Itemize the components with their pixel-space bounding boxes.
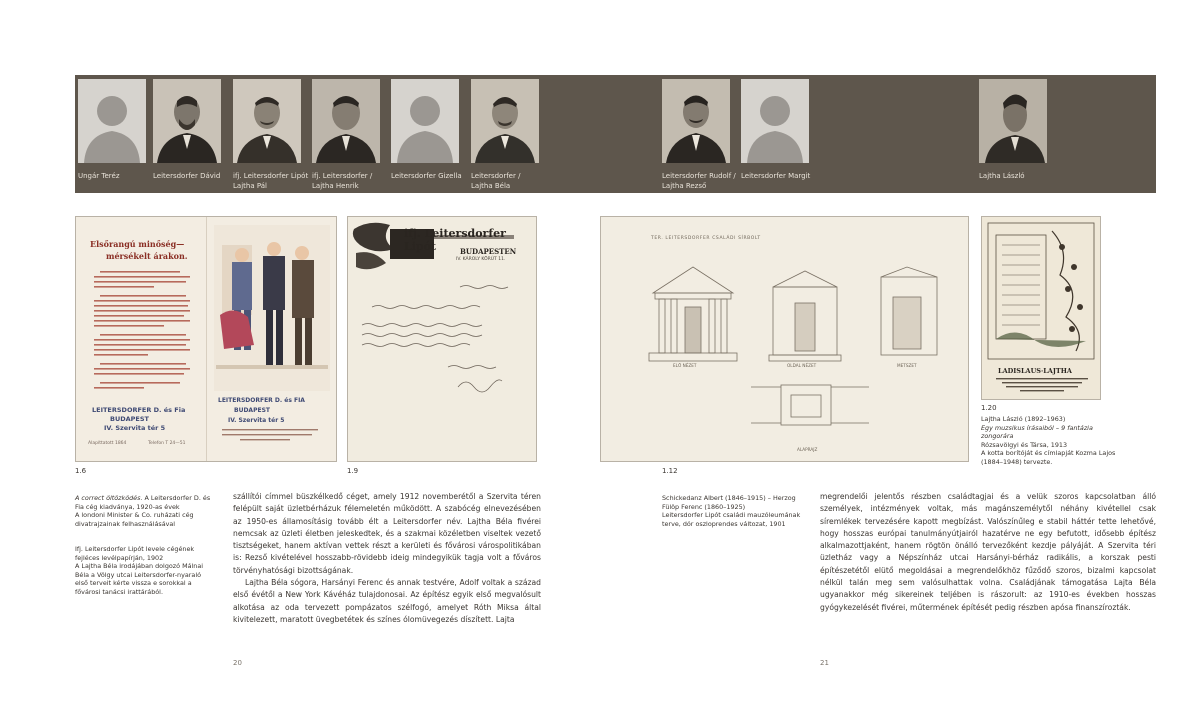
portrait-photo [979, 79, 1047, 163]
family-portrait-band [75, 75, 1156, 193]
portrait-silhouette [391, 79, 459, 163]
body-text-right [820, 491, 1156, 614]
portrait-caption: Leitersdorfer Dávid [153, 172, 221, 180]
caption-1-12 [662, 494, 802, 528]
portrait-caption: Leitersdorfer Rudolf / Lajtha Rezső [662, 172, 736, 190]
caption-1-9 [75, 545, 215, 597]
letterhead-title: ifj. Leitersdorfer Lipót [404, 227, 506, 253]
brochure-city: BUDAPEST [110, 415, 149, 423]
figure-number: 1.12 [662, 467, 678, 475]
brochure-city-right: BUDAPEST [234, 407, 270, 414]
paragraph: Lajtha Béla sógora, Harsányi Ferenc és annak testvére, Adolf voltak a század első évétől a New York Kávéház tulajdonosai. Az építész egyik első megvalósult alkotása az oda tervezett pompázatos szélfogó, amelyet Róth Miksa által kivitelezett, maratott üvegbetétek és színes ólomüvegezés díszített. Lajta [233, 578, 541, 624]
portrait-silhouette [78, 79, 146, 163]
body-text-left [233, 491, 541, 626]
cover-title: LADISLAUS·LAJTHA [998, 367, 1072, 375]
portrait-caption: ifj. Leitersdorfer Lipót Lajtha Pál [233, 172, 309, 190]
caption-italic: A correct öltözködés. [75, 494, 143, 502]
portrait-photo [662, 79, 730, 163]
caption-line: (1884–1948) tervezte. [981, 457, 1053, 466]
brochure-headline-2: mérsékelt árakon. [106, 251, 188, 261]
portrait-caption: Leitersdorfer Margit [741, 172, 811, 180]
caption-line: Egy muzsikus írásaiból – 9 fantázia zongorára [981, 423, 1093, 441]
caption-text: Ifj. Leitersdorfer Lipót levele cégének fejléces levélpapírján, 1902 [75, 545, 195, 562]
figure-number: 1.9 [347, 467, 359, 475]
caption-line: Lajtha László (1892–1963) [981, 415, 1066, 423]
figure-mausoleum-plan [600, 216, 969, 462]
portrait-caption: Ungár Teréz [78, 172, 120, 180]
brochure-phone: Telefon T 24—51 [148, 441, 186, 446]
portrait-silhouette [741, 79, 809, 163]
plan-heading: TER. LEITERSDORFER CSALÁDI SÍRBOLT [651, 236, 761, 241]
caption-line: Rózsavölgyi és Társa, 1913 [981, 440, 1068, 449]
cover-subtitle-lines [992, 377, 1092, 395]
paragraph: megrendelői jelentős részben családtagjai és a velük szoros kapcsolatban álló személyek, intézmények voltak, más magánszemélytől néhány kivétellel csak síremlékek tervezésére kapott megbízást. Valószínűleg e stabil háttér tette lehetővé, hogy hosszas európai tanulmányútjairól hazatérve ne egy befutott, idősebb építész alkalmazottjaként, hanem rögtön önálló tervezőként kezdje pályáját. A Szervita téri üzletház vagy a Népszínház utcai Harsányi-bérház radikális, a korszak pesti építészetétől elütő megoldásai a megrendelőkhöz fűződő szoros, bizalmi kapcsolat nélkül talán meg sem valósulhattak volna. Családjának támogatása Lajta Béla ugyanakkor még sikereinek teljében is rászorult: az 1910-es években hosszas gyógykezelését fivérei, műtermének építését pedig részben apósa finanszírozták. [820, 492, 1156, 612]
page-number-right: 21 [820, 659, 829, 667]
caption-text: A Lajtha Béla irodájában dolgozó Málnai Béla a Völgy utcai Leitersdorfer-nyaraló első terveit kérte vissza e sorokkal a fővárosi tanácsi irattárából. [75, 562, 204, 596]
brochure-headline: Elsőrangú minőség— [90, 239, 185, 249]
plan-label: OLDAL NÉZET [787, 363, 817, 368]
brochure-body-text [90, 269, 200, 399]
brochure-street: IV. Szervita tér 5 [104, 424, 166, 432]
caption-1-6 [75, 494, 215, 528]
caption-line: A kotta borítóját és címlapját Kozma Lajos [981, 449, 1116, 458]
figure-number: 1.20 [981, 404, 997, 412]
brochure-small-print [216, 427, 326, 451]
letterhead-address: IV. KÁROLY KÖRÚT 11. [456, 257, 506, 262]
letterhead-city: BUDAPESTEN [460, 247, 517, 256]
caption-text: Leitersdorfer Lipót családi mauzóleumának terve, dór oszloprendes változat, 1901 [662, 511, 801, 528]
cover-artwork [986, 221, 1096, 361]
plan-label: ALAPRAJZ [797, 447, 818, 452]
figure-score-cover [981, 216, 1101, 400]
portrait-photo [471, 79, 539, 163]
paragraph: szállítói címmel büszkélkedő céget, amely 1912 novemberétől a Szervita téren felépült saját üzletbérházuk félemeletén működött. A szabócég elnevezésében az 1950-es államosításig tovább élt a Leitersdorfer név. Lajtha Béla fivérei nemcsak az üzleti életben jeleskedtek, és a szakmai közéletben viseltek vezető tisztségeket, hanem aktívan vettek részt a kerületi és fővárosi várospolitikában is: Rezső kivételével hosszabb-rövidebb ideig mindegyikük tagja volt a főváros törvényhatósági bizottságának. [233, 492, 541, 575]
portrait-caption: Lajtha László [979, 172, 1025, 180]
portrait-caption: ifj. Leitersdorfer / Lajtha Henrik [312, 172, 373, 190]
figure-letter [347, 216, 537, 462]
caption-text: A Leitersdorfer D. és Fia cég kiadványa, 1920-as évek [75, 494, 211, 511]
caption-text: A londoni Minister & Co. ruházati cég divatrajzainak felhasználásával [75, 511, 194, 528]
portrait-caption: Leitersdorfer / Lajtha Béla [471, 172, 521, 190]
plan-drawings [601, 257, 968, 457]
brochure-firm: LEITERSDORFER D. és Fia [92, 406, 186, 414]
brochure-firm-right: LEITERSDORFER D. és FIA [218, 397, 305, 404]
plan-label: METSZET [897, 363, 917, 368]
plan-label: ELŐ NÉZET [673, 363, 697, 368]
brochure-founded: Alapíttatott 1864 [88, 441, 127, 446]
brochure-street-right: IV. Szervita tér 5 [228, 417, 285, 424]
handwriting [348, 277, 536, 457]
figure-caption-120 [981, 415, 1121, 467]
figure-number: 1.6 [75, 467, 87, 475]
portrait-photo [233, 79, 301, 163]
caption-text: Schickedanz Albert (1846–1915) – Herzog Fülöp Ferenc (1860–1925) [662, 494, 796, 511]
portrait-photo [312, 79, 380, 163]
page-number-left: 20 [233, 659, 242, 667]
portrait-photo [153, 79, 221, 163]
fashion-illustration [214, 225, 330, 391]
portrait-caption: Leitersdorfer Gizella [391, 172, 462, 180]
figure-fashion-brochure [75, 216, 337, 462]
